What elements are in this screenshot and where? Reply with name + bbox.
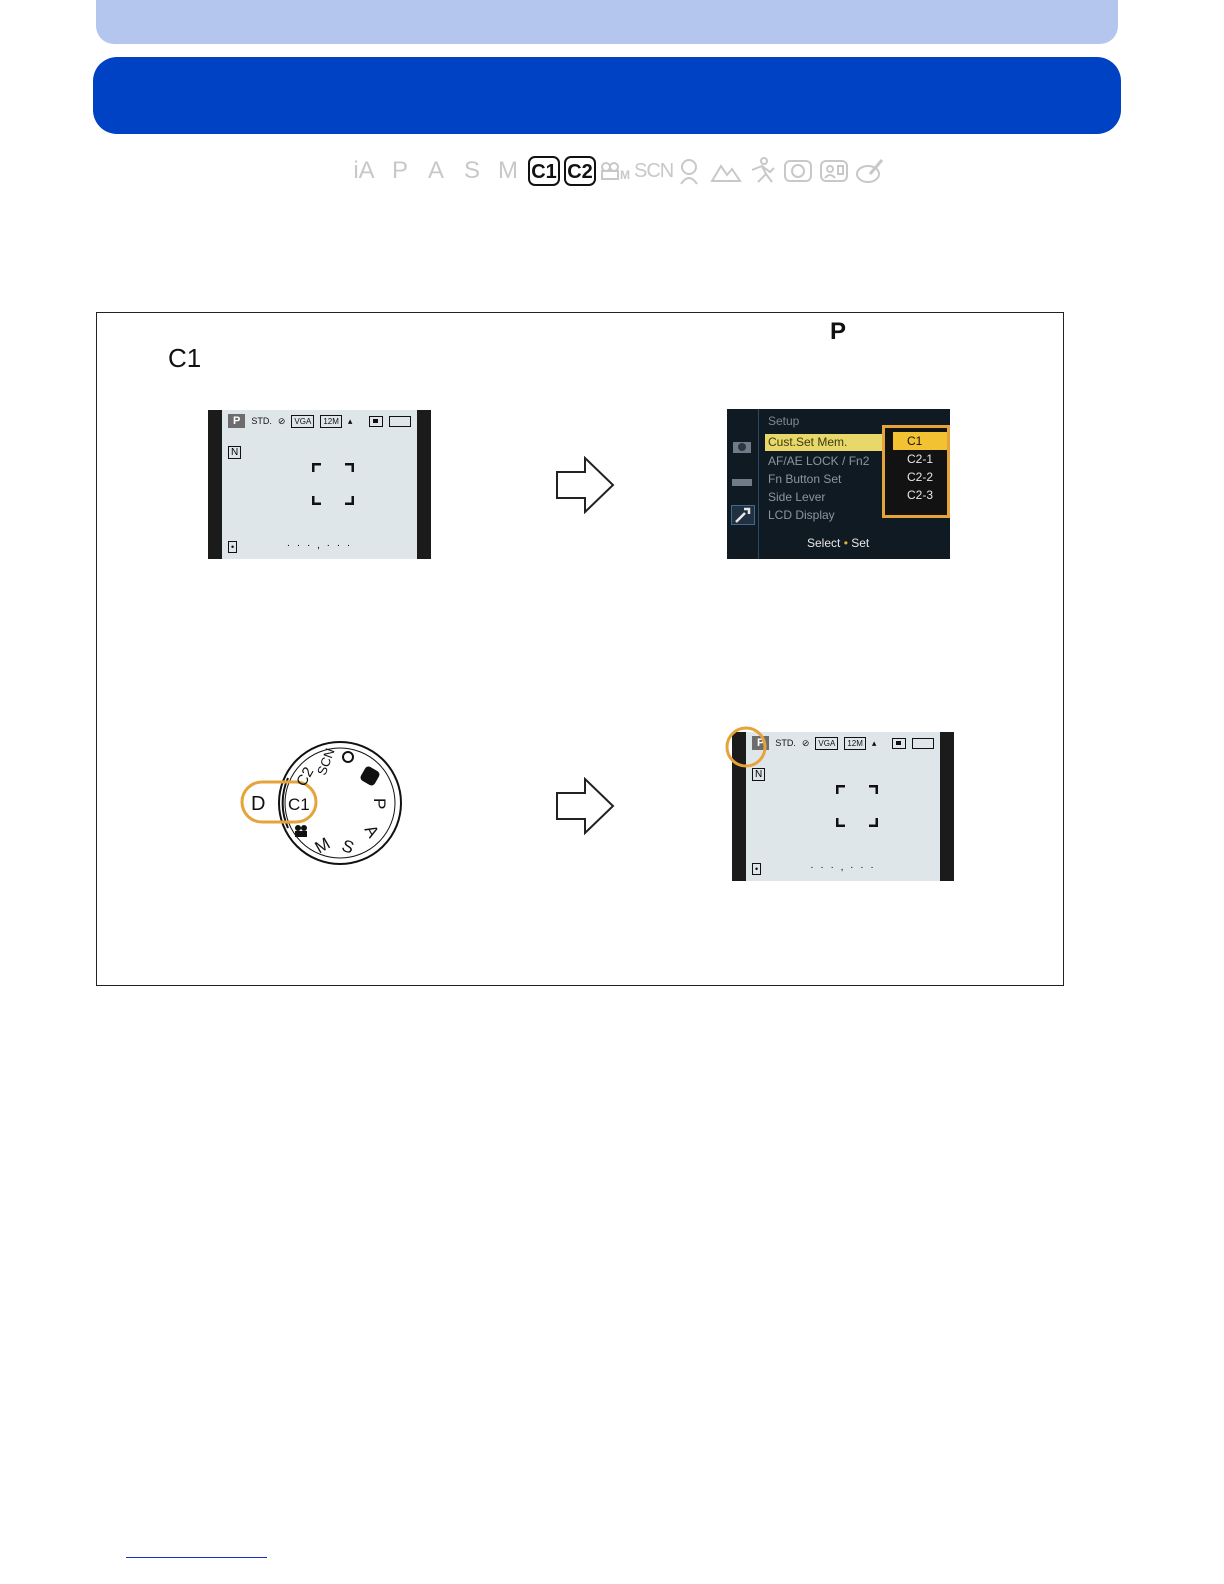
- af-mode-icon: [369, 416, 383, 427]
- battery-icon: [389, 416, 411, 427]
- exposure-scale: · · · , · · ·: [286, 540, 353, 551]
- picture-size: VGA: [291, 415, 314, 428]
- footer-link-rule: [126, 1557, 267, 1558]
- header-band: [96, 0, 1118, 44]
- p-label: P: [830, 318, 847, 345]
- menu-item-side-lever[interactable]: Side Lever: [768, 490, 826, 504]
- mode-badge-highlight: [724, 725, 768, 769]
- menu-side-tabs: [727, 409, 759, 559]
- dial-label-p: P: [370, 798, 389, 810]
- dial-label-s: S: [339, 835, 357, 858]
- submenu-item-c1[interactable]: C1: [893, 432, 947, 450]
- page-title-bar: [93, 57, 1121, 134]
- lcd-status-row: [228, 414, 352, 428]
- recording-mode-strip: [346, 152, 888, 190]
- portrait-icon: [672, 152, 708, 190]
- mode-dial[interactable]: [238, 740, 404, 866]
- af-frame: [312, 463, 354, 505]
- dial-label-m: M: [311, 833, 334, 858]
- setup-menu-screen: [727, 409, 950, 559]
- battery-icon: [912, 738, 934, 749]
- dial-label-scn: SCN: [314, 746, 338, 778]
- lcd-screen-before: [208, 410, 431, 559]
- dial-pointer: D: [251, 793, 266, 815]
- sports-icon: [744, 152, 780, 190]
- quality-icon: ▴: [347, 415, 353, 426]
- c1-label: C1: [168, 343, 202, 373]
- night-portrait-icon: [816, 152, 852, 190]
- menu-item-lcd-display[interactable]: LCD Display: [768, 508, 835, 522]
- mode-p: P: [391, 157, 408, 184]
- menu-heading: Setup: [768, 414, 800, 428]
- mode-badge: P: [752, 736, 769, 750]
- metering-icon: •: [228, 541, 237, 553]
- movie-mode-label: M: [620, 168, 630, 182]
- intelligent-iso-icon: N: [752, 768, 765, 781]
- menu-footer: [807, 536, 869, 550]
- megapixels: 12M: [320, 415, 342, 428]
- af-frame: [836, 785, 878, 827]
- metering-icon: •: [752, 863, 761, 875]
- mode-a: A: [427, 157, 444, 184]
- menu-item-fn-button-set[interactable]: Fn Button Set: [768, 472, 842, 486]
- submenu-item-c2-2[interactable]: C2-2: [907, 470, 934, 484]
- camera-tab-icon: [731, 437, 753, 455]
- cursor-button-icon: •: [843, 536, 848, 550]
- scenery-icon: [708, 152, 744, 190]
- flash-off-icon: ⊘: [277, 415, 286, 426]
- close-up-icon: [780, 152, 816, 190]
- custom-tab-icon: [731, 473, 753, 491]
- megapixels: 12M: [844, 737, 866, 750]
- mode-m: M: [498, 157, 518, 184]
- mode-ia: iA: [353, 157, 375, 184]
- footer-set-label: Set: [851, 536, 870, 550]
- dial-label-c1: C1: [288, 795, 310, 814]
- menu-item-cust-set-mem[interactable]: Cust.Set Mem.: [765, 434, 888, 451]
- arrow-right-icon: [555, 777, 615, 835]
- menu-item-af-ae-lock[interactable]: AF/AE LOCK / Fn2: [768, 454, 870, 468]
- exposure-scale: · · · , · · ·: [810, 862, 876, 873]
- mode-scn: SCN: [634, 160, 674, 182]
- movie-camera-icon: [598, 152, 634, 190]
- lcd-status-row: [752, 736, 876, 750]
- picture-size: VGA: [815, 737, 838, 750]
- flash-off-icon: ⊘: [801, 737, 810, 748]
- creative-icon: [852, 152, 888, 190]
- mode-badge: P: [228, 414, 245, 428]
- submenu-item-c2-3[interactable]: C2-3: [907, 488, 934, 502]
- mode-s: S: [463, 157, 480, 184]
- mode-c2: C2: [564, 156, 596, 186]
- photo-style: STD.: [775, 738, 796, 748]
- submenu-item-c2-1[interactable]: C2-1: [907, 452, 934, 466]
- quality-icon: ▴: [871, 737, 877, 748]
- custom-set-submenu: [882, 425, 950, 518]
- footer-select-label: Select: [807, 536, 841, 550]
- wrench-icon: [731, 505, 755, 525]
- af-mode-icon: [892, 738, 906, 749]
- arrow-right-icon: [555, 456, 615, 514]
- intelligent-iso-icon: N: [228, 446, 241, 459]
- dial-label-a: A: [360, 821, 383, 841]
- mode-c1: C1: [528, 156, 560, 186]
- dial-label-c2: C2: [293, 764, 318, 790]
- photo-style: STD.: [251, 416, 272, 426]
